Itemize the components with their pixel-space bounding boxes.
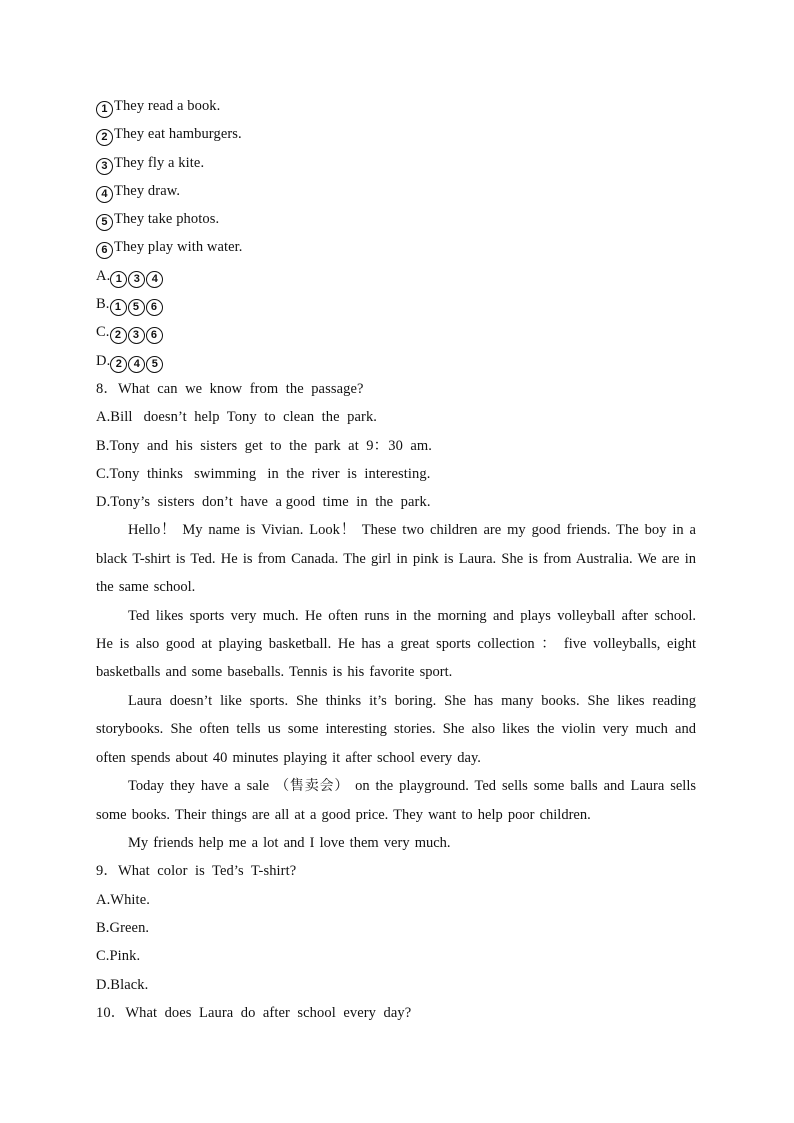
question-text: What can we know from the passage? <box>117 380 364 397</box>
circled-number: 4 <box>146 271 163 288</box>
passage-paragraph: Ted likes sports very much. He often runs in the morning and plays volleyball after school. He is also good at playing basketball. He has a great sports collection ： five volleyballs, eight basketballs and some baseballs. Tennis is his favorite sport. <box>96 607 696 681</box>
circled-number: 2 <box>110 356 127 373</box>
option-letter: A. <box>96 267 111 284</box>
circled-number: 5 <box>146 356 163 373</box>
q7-item <box>96 120 696 148</box>
circled-number: 1 <box>110 299 127 316</box>
question-8-stem <box>96 375 696 403</box>
circled-number: 4 <box>128 356 145 373</box>
option-letter: B. <box>96 296 110 313</box>
question-number: 10． <box>96 1004 126 1021</box>
option-letter: D. <box>96 352 111 369</box>
circled-number: 2 <box>110 327 127 344</box>
q7-option-a <box>96 262 696 290</box>
circled-number: 5 <box>128 299 145 316</box>
circled-number: 6 <box>146 327 163 344</box>
q7-item <box>96 233 696 261</box>
q9-option-b: B.Green. <box>96 919 150 936</box>
q7-option-c <box>96 318 696 346</box>
circled-number: 6 <box>146 299 163 316</box>
q7-options <box>96 262 696 375</box>
circled-number: 5 <box>96 214 113 231</box>
q8-option-a: A.Bill doesn’t help Tony to clean the park. <box>96 409 378 426</box>
q9-option-d: D.Black. <box>96 976 149 993</box>
exam-page <box>96 92 696 1027</box>
q7-item-text: They fly a kite. <box>114 154 205 171</box>
q7-item <box>96 149 696 177</box>
q9-option-a: A.White. <box>96 891 150 908</box>
question-9 <box>96 857 696 998</box>
q7-option-d <box>96 347 696 375</box>
q7-item-list <box>96 92 696 262</box>
passage-paragraph: My friends help me a lot and I love them very much. <box>128 834 451 851</box>
q8-option-d: D.Tony’s sisters don’t have a good time in the park. <box>96 494 431 511</box>
circled-number: 3 <box>96 158 113 175</box>
reading-passage <box>96 516 696 857</box>
question-text: What color is Ted’s T-shirt? <box>117 863 297 880</box>
passage-text: Today they have a sale <box>128 778 276 795</box>
q7-item <box>96 92 696 120</box>
q7-item-text: They eat hamburgers. <box>114 126 242 143</box>
question-text: What does Laura do after school every day? <box>125 1004 412 1021</box>
question-number: 9． <box>96 863 118 880</box>
passage-text: on the playground. Ted sells some balls and Laura sells some books. Their things are all at a good price. They want to help poor children. <box>96 778 696 823</box>
q7-option-b <box>96 290 696 318</box>
q9-option-c: C.Pink. <box>96 948 141 965</box>
option-letter: C. <box>96 324 110 341</box>
question-8 <box>96 375 696 516</box>
circled-number: 6 <box>96 242 113 259</box>
passage-paragraph: Laura doesn’t like sports. She thinks it’s boring. She has many books. She likes reading storybooks. She often tells us some interesting stories. She also likes the violin very much and often spends about 40 minutes playing it after school every day. <box>96 692 696 766</box>
circled-number: 3 <box>128 271 145 288</box>
circled-number: 1 <box>110 271 127 288</box>
question-number: 8． <box>96 380 118 397</box>
question-9-stem <box>96 857 696 885</box>
circled-number: 4 <box>96 186 113 203</box>
circled-number: 3 <box>128 327 145 344</box>
q7-item-text: They play with water. <box>114 239 243 256</box>
question-10-stem <box>96 999 696 1027</box>
passage-paragraph <box>96 772 696 829</box>
question-10 <box>96 999 696 1027</box>
q8-option-c: C.Tony thinks swimming in the river is interesting. <box>96 465 431 482</box>
q7-item <box>96 205 696 233</box>
passage-paragraph: Hello！ My name is Vivian. Look！ These two children are my good friends. The boy in a black T-shirt is Ted. He is from Canada. The girl in pink is Laura. She is from Australia. We are in the same school. <box>96 522 696 596</box>
chinese-gloss: （售卖会） <box>275 778 350 795</box>
q7-item-text: They read a book. <box>114 98 221 114</box>
q7-item <box>96 177 696 205</box>
q8-option-b: B.Tony and his sisters get to the park at 9：30 am. <box>96 437 433 454</box>
circled-number: 2 <box>96 129 113 146</box>
q7-item-text: They draw. <box>114 182 181 199</box>
circled-number: 1 <box>96 101 113 118</box>
q7-item-text: They take photos. <box>114 211 220 228</box>
